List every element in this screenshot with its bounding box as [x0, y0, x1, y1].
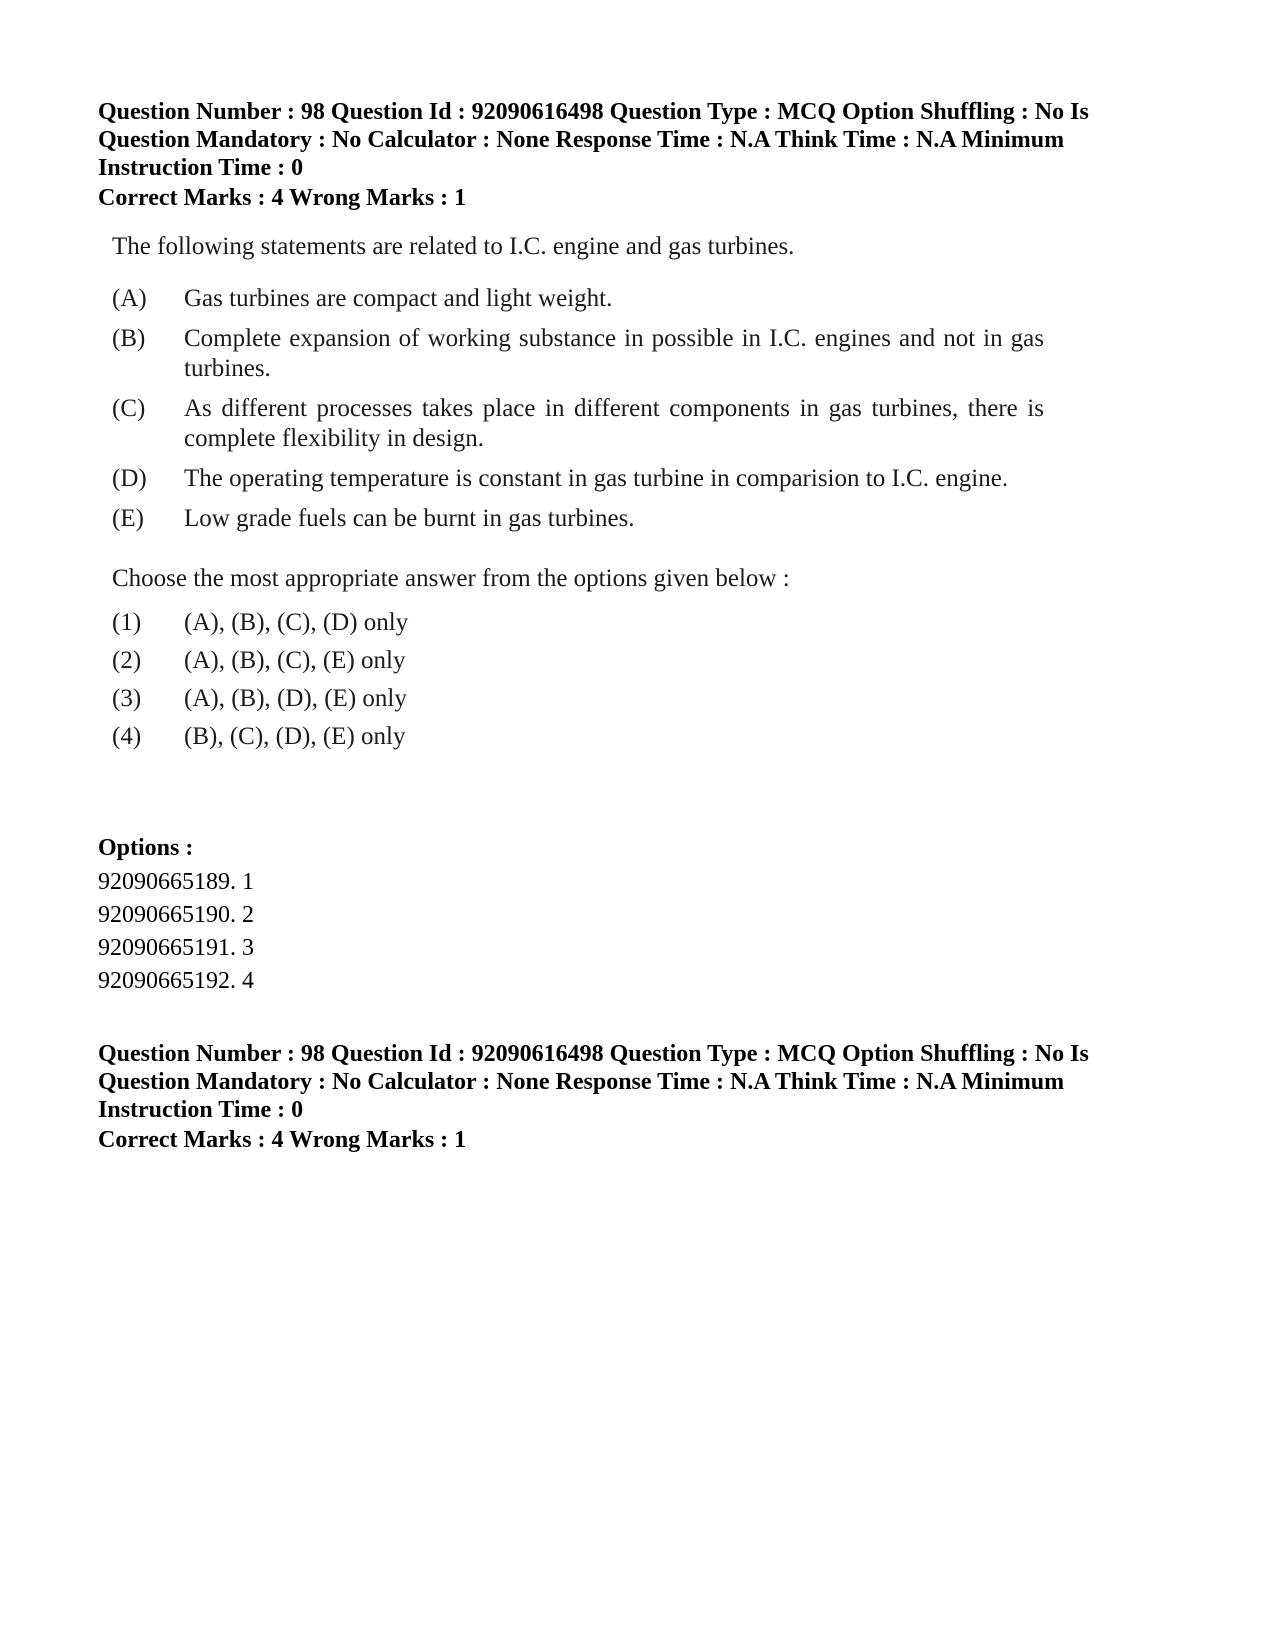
meta-line: Question Number : 98 Question Id : 92090616498 Question Type : MCQ Option Shuffling : No Is: [98, 99, 1089, 125]
statement-text: Low grade fuels can be burnt in gas turbines.: [184, 505, 635, 532]
options-list: [98, 866, 254, 998]
statement-label: (A): [112, 285, 147, 312]
option-item: 92090665189. 1: [98, 869, 254, 895]
answer-choice-1: [112, 608, 1112, 638]
answer-label: (3): [112, 685, 142, 712]
option-item: 92090665190. 2: [98, 902, 254, 928]
answer-label: (1): [112, 609, 142, 636]
meta-line: Instruction Time : 0: [98, 155, 304, 181]
statement-text: Gas turbines are compact and light weight.: [184, 285, 613, 312]
answer-label: (4): [112, 723, 142, 750]
meta-line: Instruction Time : 0: [98, 1097, 304, 1123]
question-meta-header: [98, 98, 1178, 182]
answer-text: (B), (C), (D), (E) only: [184, 723, 406, 750]
meta-line: Question Number : 98 Question Id : 92090616498 Question Type : MCQ Option Shuffling : No Is: [98, 1041, 1089, 1067]
option-item: 92090665192. 4: [98, 968, 254, 994]
statement-text: As different processes takes place in different components in gas turbines, there is complete flexibility in design.: [184, 395, 1044, 452]
statement-a: [112, 284, 1044, 314]
answer-text: (A), (B), (C), (E) only: [184, 647, 406, 674]
question-meta-header: [98, 1040, 1178, 1124]
statement-label: (C): [112, 395, 146, 422]
statement-e: [112, 504, 1044, 534]
answer-label: (2): [112, 647, 142, 674]
options-heading: Options :: [98, 835, 194, 861]
statement-d: [112, 464, 1044, 494]
answer-choice-4: [112, 722, 1112, 752]
choose-instruction: Choose the most appropriate answer from the options given below :: [112, 565, 790, 592]
marks-line: Correct Marks : 4 Wrong Marks : 1: [98, 185, 467, 211]
statement-text: The operating temperature is constant in gas turbine in comparision to I.C. engine.: [184, 465, 1009, 492]
meta-line: Question Mandatory : No Calculator : None Response Time : N.A Think Time : N.A Minimum: [98, 1069, 1065, 1095]
statement-label: (B): [112, 325, 146, 352]
statement-c: [112, 394, 1044, 454]
question-body: [112, 232, 1112, 760]
statement-b: [112, 324, 1044, 384]
answer-text: (A), (B), (C), (D) only: [184, 609, 409, 636]
marks-line: Correct Marks : 4 Wrong Marks : 1: [98, 1127, 467, 1153]
meta-line: Question Mandatory : No Calculator : None Response Time : N.A Think Time : N.A Minimum: [98, 127, 1065, 153]
answer-choice-2: [112, 646, 1112, 676]
statement-label: (E): [112, 505, 144, 532]
answer-text: (A), (B), (D), (E) only: [184, 685, 407, 712]
question-stem: The following statements are related to I.C. engine and gas turbines.: [112, 233, 795, 260]
option-item: 92090665191. 3: [98, 935, 254, 961]
answer-choice-3: [112, 684, 1112, 714]
statement-label: (D): [112, 465, 147, 492]
statement-text: Complete expansion of working substance in possible in I.C. engines and not in gas turbines.: [184, 325, 1044, 382]
